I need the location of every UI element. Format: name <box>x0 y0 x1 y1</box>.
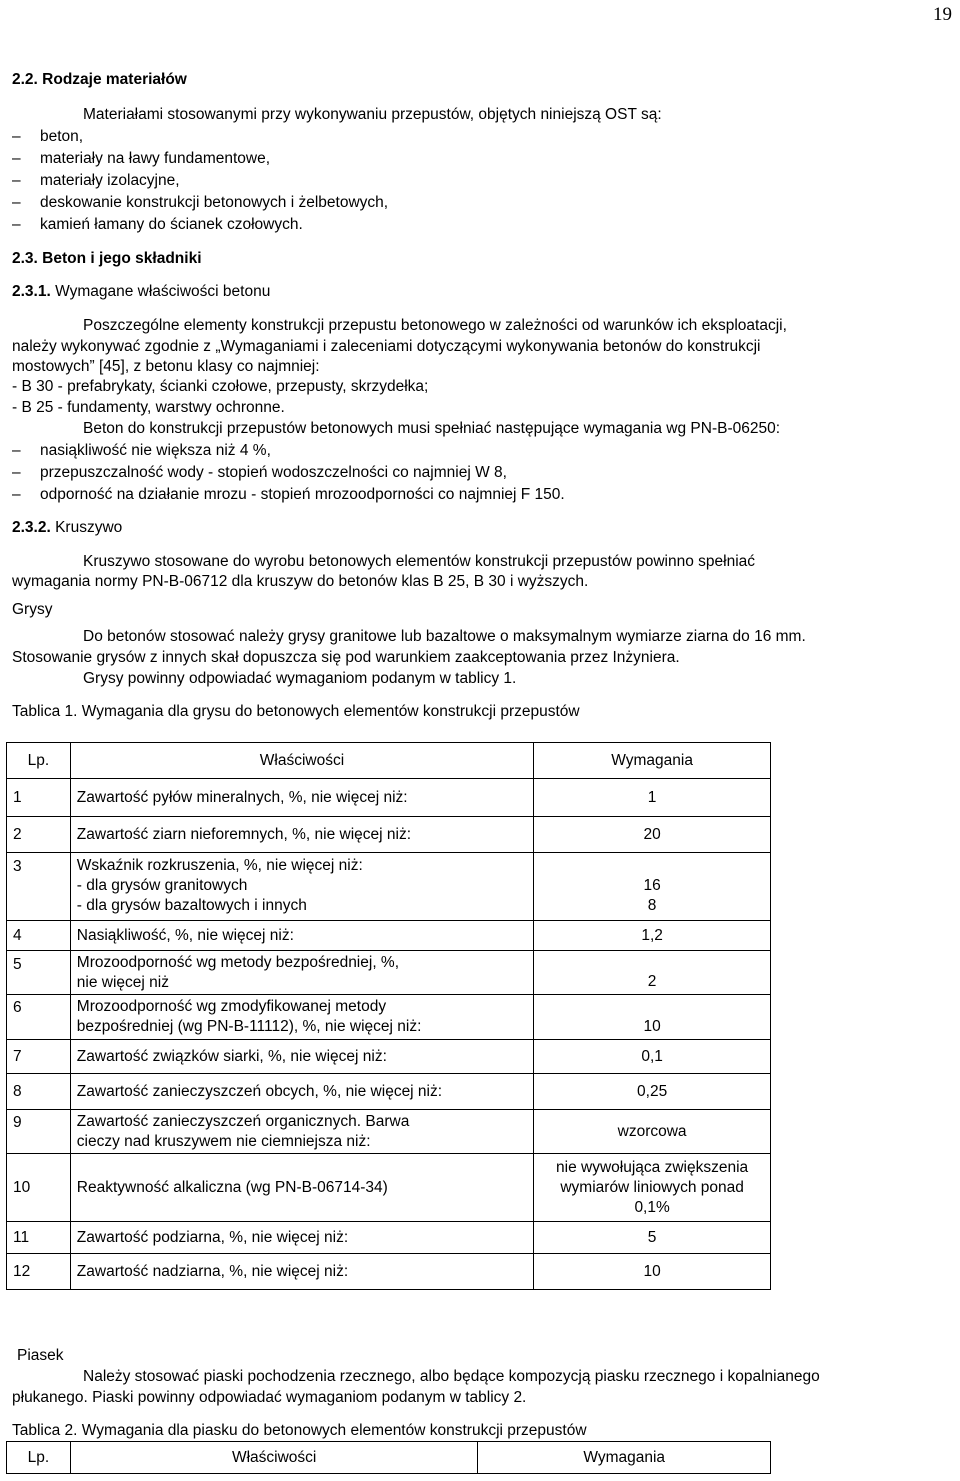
column-header: Wymagania <box>534 743 771 779</box>
row-number: 3 <box>7 853 71 921</box>
row-number: 12 <box>7 1254 71 1290</box>
list-item: – deskowanie konstrukcji betonowych i żelbetowych, <box>12 194 389 211</box>
section-2-3-2-heading <box>12 517 122 538</box>
paragraph-line: wymagania normy PN-B-06712 dla kruszyw do betonów klas B 25, B 30 i wyższych. <box>12 573 589 590</box>
row-requirement: 1,2 <box>534 921 771 951</box>
row-property: Zawartość podziarna, %, nie więcej niż: <box>70 1222 533 1254</box>
page-number: 19 <box>933 4 952 25</box>
dash-bullet-icon: – <box>12 150 21 167</box>
row-property: Nasiąkliwość, %, nie więcej niż: <box>70 921 533 951</box>
paragraph-line: Należy stosować piaski pochodzenia rzecznego, albo będące kompozycją piasku rzecznego i kopalnianego <box>83 1368 820 1385</box>
dash-bullet-icon: – <box>12 172 21 189</box>
table-row <box>7 995 771 1040</box>
section-number: 2.3.1. <box>12 283 51 300</box>
section-2-2-heading: 2.2. Rodzaje materiałów <box>12 71 187 88</box>
row-requirement: nie wywołująca zwiększenia wymiarów liniowych ponad 0,1% <box>534 1154 771 1222</box>
row-requirement: 0,25 <box>534 1074 771 1110</box>
paragraph-line: Do betonów stosować należy grysy granitowe lub bazaltowe o maksymalnym wymiarze ziarna do 16 mm. <box>83 628 806 645</box>
list-item: – kamień łamany do ścianek czołowych. <box>12 216 303 233</box>
row-number: 1 <box>7 779 71 817</box>
row-requirement: 2 <box>534 951 771 995</box>
section-2-3-heading: 2.3. Beton i jego składniki <box>12 250 202 267</box>
table1 <box>6 742 771 1290</box>
table-row <box>7 921 771 951</box>
row-number: 11 <box>7 1222 71 1254</box>
list-item: – materiały na ławy fundamentowe, <box>12 150 271 167</box>
row-requirement: 16 8 <box>534 853 771 921</box>
paragraph-line: płukanego. Piaski powinny odpowiadać wymaganiom podanym w tablicy 2. <box>12 1389 527 1406</box>
table-row <box>7 853 771 921</box>
table-row <box>7 1222 771 1254</box>
column-header: Lp. <box>7 743 71 779</box>
table-row <box>7 817 771 853</box>
table2 <box>6 1441 771 1474</box>
row-number: 5 <box>7 951 71 995</box>
row-property: Mrozoodporność wg zmodyfikowanej metody bezpośredniej (wg PN-B-11112), %, nie więcej niż: <box>70 995 533 1040</box>
piasek-heading: Piasek <box>17 1347 64 1364</box>
column-header: Właściwości <box>70 743 533 779</box>
row-number: 2 <box>7 817 71 853</box>
list-item: – nasiąkliwość nie większa niż 4 %, <box>12 442 271 459</box>
dash-bullet-icon: – <box>12 486 21 503</box>
table-row <box>7 1110 771 1154</box>
list-item: – materiały izolacyjne, <box>12 172 180 189</box>
row-number: 4 <box>7 921 71 951</box>
row-number: 6 <box>7 995 71 1040</box>
section-2-3-1-heading <box>12 281 270 302</box>
grysy-heading: Grysy <box>12 601 53 618</box>
dash-bullet-icon: – <box>12 216 21 233</box>
list-item: – przepuszczalność wody - stopień wodoszczelności co najmniej W 8, <box>12 464 507 481</box>
dash-bullet-icon: – <box>12 442 21 459</box>
row-requirement: 0,1 <box>534 1040 771 1074</box>
paragraph-line: Poszczególne elementy konstrukcji przepustu betonowego w zależności od warunków ich eksploatacji, <box>83 317 787 334</box>
table1-caption: Tablica 1. Wymagania dla grysu do betonowych elementów konstrukcji przepustów <box>12 703 580 720</box>
section-title: Wymagane właściwości betonu <box>55 283 271 300</box>
dash-bullet-icon: – <box>12 194 21 211</box>
dash-bullet-icon: – <box>12 464 21 481</box>
paragraph-line: należy wykonywać zgodnie z „Wymaganiami i zaleceniami dotyczącymi wykonywania betonów do konstrukcji <box>12 338 761 355</box>
row-property: Zawartość zanieczyszczeń obcych, %, nie więcej niż: <box>70 1074 533 1110</box>
paragraph-line: - B 30 - prefabrykaty, ścianki czołowe, przepusty, skrzydełka; <box>12 378 429 395</box>
row-number: 10 <box>7 1154 71 1222</box>
row-number: 9 <box>7 1110 71 1154</box>
dash-bullet-icon: – <box>12 128 21 145</box>
row-property: Wskaźnik rozkruszenia, %, nie więcej niż: - dla grysów granitowych - dla grysów bazaltowych i innych <box>70 853 533 921</box>
paragraph-line: - B 25 - fundamenty, warstwy ochronne. <box>12 399 285 416</box>
table-row <box>7 951 771 995</box>
row-property: Reaktywność alkaliczna (wg PN-B-06714-34) <box>70 1154 533 1222</box>
table2-caption: Tablica 2. Wymagania dla piasku do betonowych elementów konstrukcji przepustów <box>12 1422 587 1439</box>
table-row <box>7 1040 771 1074</box>
section-2-2-intro: Materiałami stosowanymi przy wykonywaniu przepustów, objętych niniejszą OST są: <box>83 106 662 123</box>
table-row <box>7 1074 771 1110</box>
requirements-intro: Beton do konstrukcji przepustów betonowych musi spełniać następujące wymagania wg PN-B-06250: <box>83 420 781 437</box>
section-title: Kruszywo <box>55 519 123 536</box>
row-requirement: wzorcowa <box>534 1110 771 1154</box>
table-header-row <box>7 743 771 779</box>
row-property: Zawartość ziarn nieforemnych, %, nie więcej niż: <box>70 817 533 853</box>
row-property: Zawartość nadziarna, %, nie więcej niż: <box>70 1254 533 1290</box>
row-number: 7 <box>7 1040 71 1074</box>
section-number: 2.3.2. <box>12 519 51 536</box>
row-requirement: 1 <box>534 779 771 817</box>
list-item: – odporność na działanie mrozu - stopień mrozoodporności co najmniej F 150. <box>12 486 565 503</box>
row-requirement: 5 <box>534 1222 771 1254</box>
list-item: – beton, <box>12 128 84 145</box>
row-requirement: 20 <box>534 817 771 853</box>
row-requirement: 10 <box>534 1254 771 1290</box>
column-header: Lp. <box>7 1442 71 1474</box>
column-header: Właściwości <box>70 1442 477 1474</box>
table-row <box>7 779 771 817</box>
row-property: Zawartość pyłów mineralnych, %, nie więcej niż: <box>70 779 533 817</box>
row-requirement: 10 <box>534 995 771 1040</box>
table-row <box>7 1254 771 1290</box>
row-number: 8 <box>7 1074 71 1110</box>
row-property: Mrozoodporność wg metody bezpośredniej, %, nie więcej niż <box>70 951 533 995</box>
table-header-row <box>7 1442 771 1474</box>
row-property: Zawartość zanieczyszczeń organicznych. Barwa cieczy nad kruszywem nie ciemniejsza niż: <box>70 1110 533 1154</box>
column-header: Wymagania <box>478 1442 771 1474</box>
paragraph-line: Grysy powinny odpowiadać wymaganiom podanym w tablicy 1. <box>83 670 517 687</box>
paragraph-line: Stosowanie grysów z innych skał dopuszcza się pod warunkiem zaakceptowania przez Inżyniera. <box>12 649 680 666</box>
table-row <box>7 1154 771 1222</box>
row-property: Zawartość związków siarki, %, nie więcej niż: <box>70 1040 533 1074</box>
paragraph-line: mostowych” [45], z betonu klasy co najmniej: <box>12 358 320 375</box>
paragraph-line: Kruszywo stosowane do wyrobu betonowych elementów konstrukcji przepustów powinno spełniać <box>83 553 756 570</box>
